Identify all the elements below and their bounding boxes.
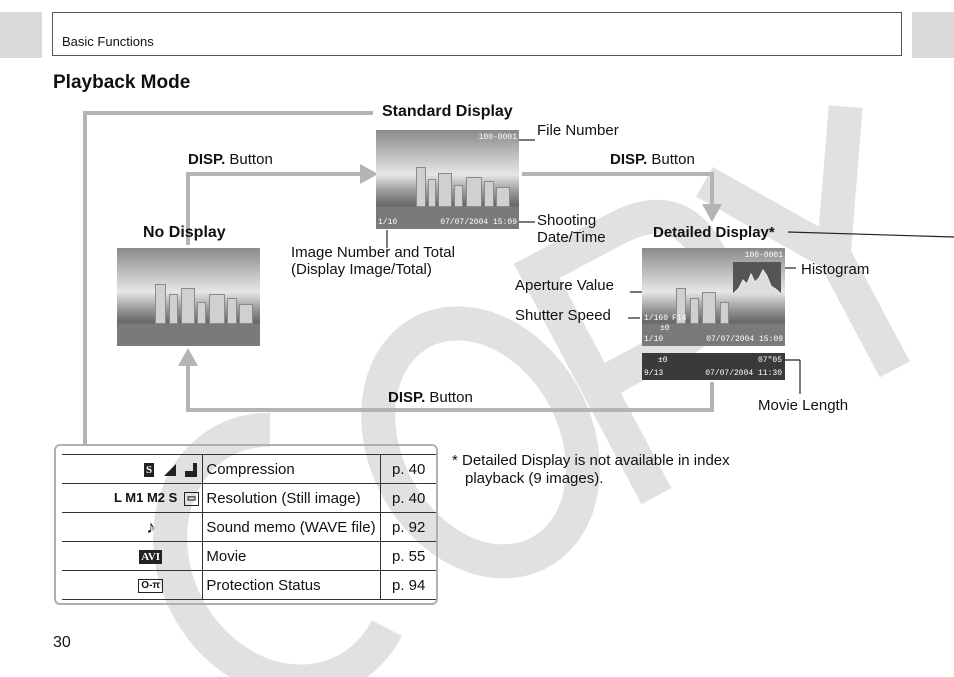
std-datetime: 07/07/2004 15:09	[440, 218, 517, 227]
std-counter: 1/10	[378, 218, 398, 227]
no-display-label: No Display	[143, 224, 226, 241]
legend-page: p. 40	[381, 484, 436, 513]
movie-ev: ±0	[658, 356, 668, 365]
avi-icon: AVI	[62, 542, 203, 571]
movie-length-label: Movie Length	[758, 397, 849, 414]
movie-counter: 9/13	[644, 369, 664, 378]
no-display-screen	[117, 248, 260, 346]
compression-icon: S	[62, 455, 203, 484]
footnote: * Detailed Display is not available in index playback (9 images).	[452, 452, 730, 487]
det-aperture: F14	[672, 314, 687, 323]
shooting-label-line1: Shooting	[537, 212, 597, 229]
shutter-speed-label: Shutter Speed	[515, 307, 611, 324]
movie-info-strip	[642, 353, 785, 380]
header-section-label: Basic Functions	[62, 34, 154, 49]
histogram-graph	[733, 262, 781, 294]
detailed-display-screen	[642, 248, 785, 346]
standard-display-screen	[376, 130, 519, 229]
legend-name: Movie	[203, 542, 381, 571]
det-shutter: 1/160	[644, 314, 669, 323]
legend-name: Protection Status	[203, 571, 381, 600]
page-title: Playback Mode	[53, 72, 191, 93]
image-number-label-line2: (Display Image/Total)	[291, 261, 432, 278]
disp-button-label-right: DISP. Button	[610, 151, 695, 168]
det-ev: ±0	[660, 324, 670, 333]
key-icon: O-π	[62, 571, 203, 600]
legend-page: p. 94	[381, 571, 436, 600]
resolution-icon: L M1 M2 S ▭	[62, 484, 203, 513]
detailed-display-label: Detailed Display*	[653, 224, 775, 241]
histogram-label: Histogram	[801, 261, 870, 278]
music-note-icon: ♪	[62, 513, 203, 542]
legend-page: p. 55	[381, 542, 436, 571]
legend-name: Compression	[203, 455, 381, 484]
disp-button-label-left: DISP. Button	[188, 151, 273, 168]
table-row	[62, 484, 436, 513]
legend-page: p. 92	[381, 513, 436, 542]
disp-button-label-bottom: DISP. Button	[388, 389, 473, 406]
det-datetime: 07/07/2004 15:09	[706, 335, 783, 344]
legend-name: Sound memo (WAVE file)	[203, 513, 381, 542]
det-counter: 1/10	[644, 335, 664, 344]
legend-name: Resolution (Still image)	[203, 484, 381, 513]
legend-page: p. 40	[381, 455, 436, 484]
movie-length-value: 07"05	[757, 356, 782, 365]
icon-legend-table	[62, 454, 436, 600]
file-number-label: File Number	[537, 122, 619, 139]
table-row	[62, 513, 436, 542]
table-row	[62, 571, 436, 600]
standard-display-label: Standard Display	[382, 103, 513, 120]
std-file-number: 100-0001	[478, 133, 517, 142]
movie-datetime: 07/07/2004 11:30	[705, 369, 782, 378]
aperture-value-label: Aperture Value	[515, 277, 614, 294]
image-number-label-line1: Image Number and Total	[291, 244, 455, 261]
table-row	[62, 542, 436, 571]
det-file-number: 100-0001	[744, 251, 783, 260]
icon-legend-box	[54, 444, 438, 605]
page-number: 30	[53, 634, 71, 651]
table-row	[62, 455, 436, 484]
shooting-label-line2: Date/Time	[537, 229, 606, 246]
